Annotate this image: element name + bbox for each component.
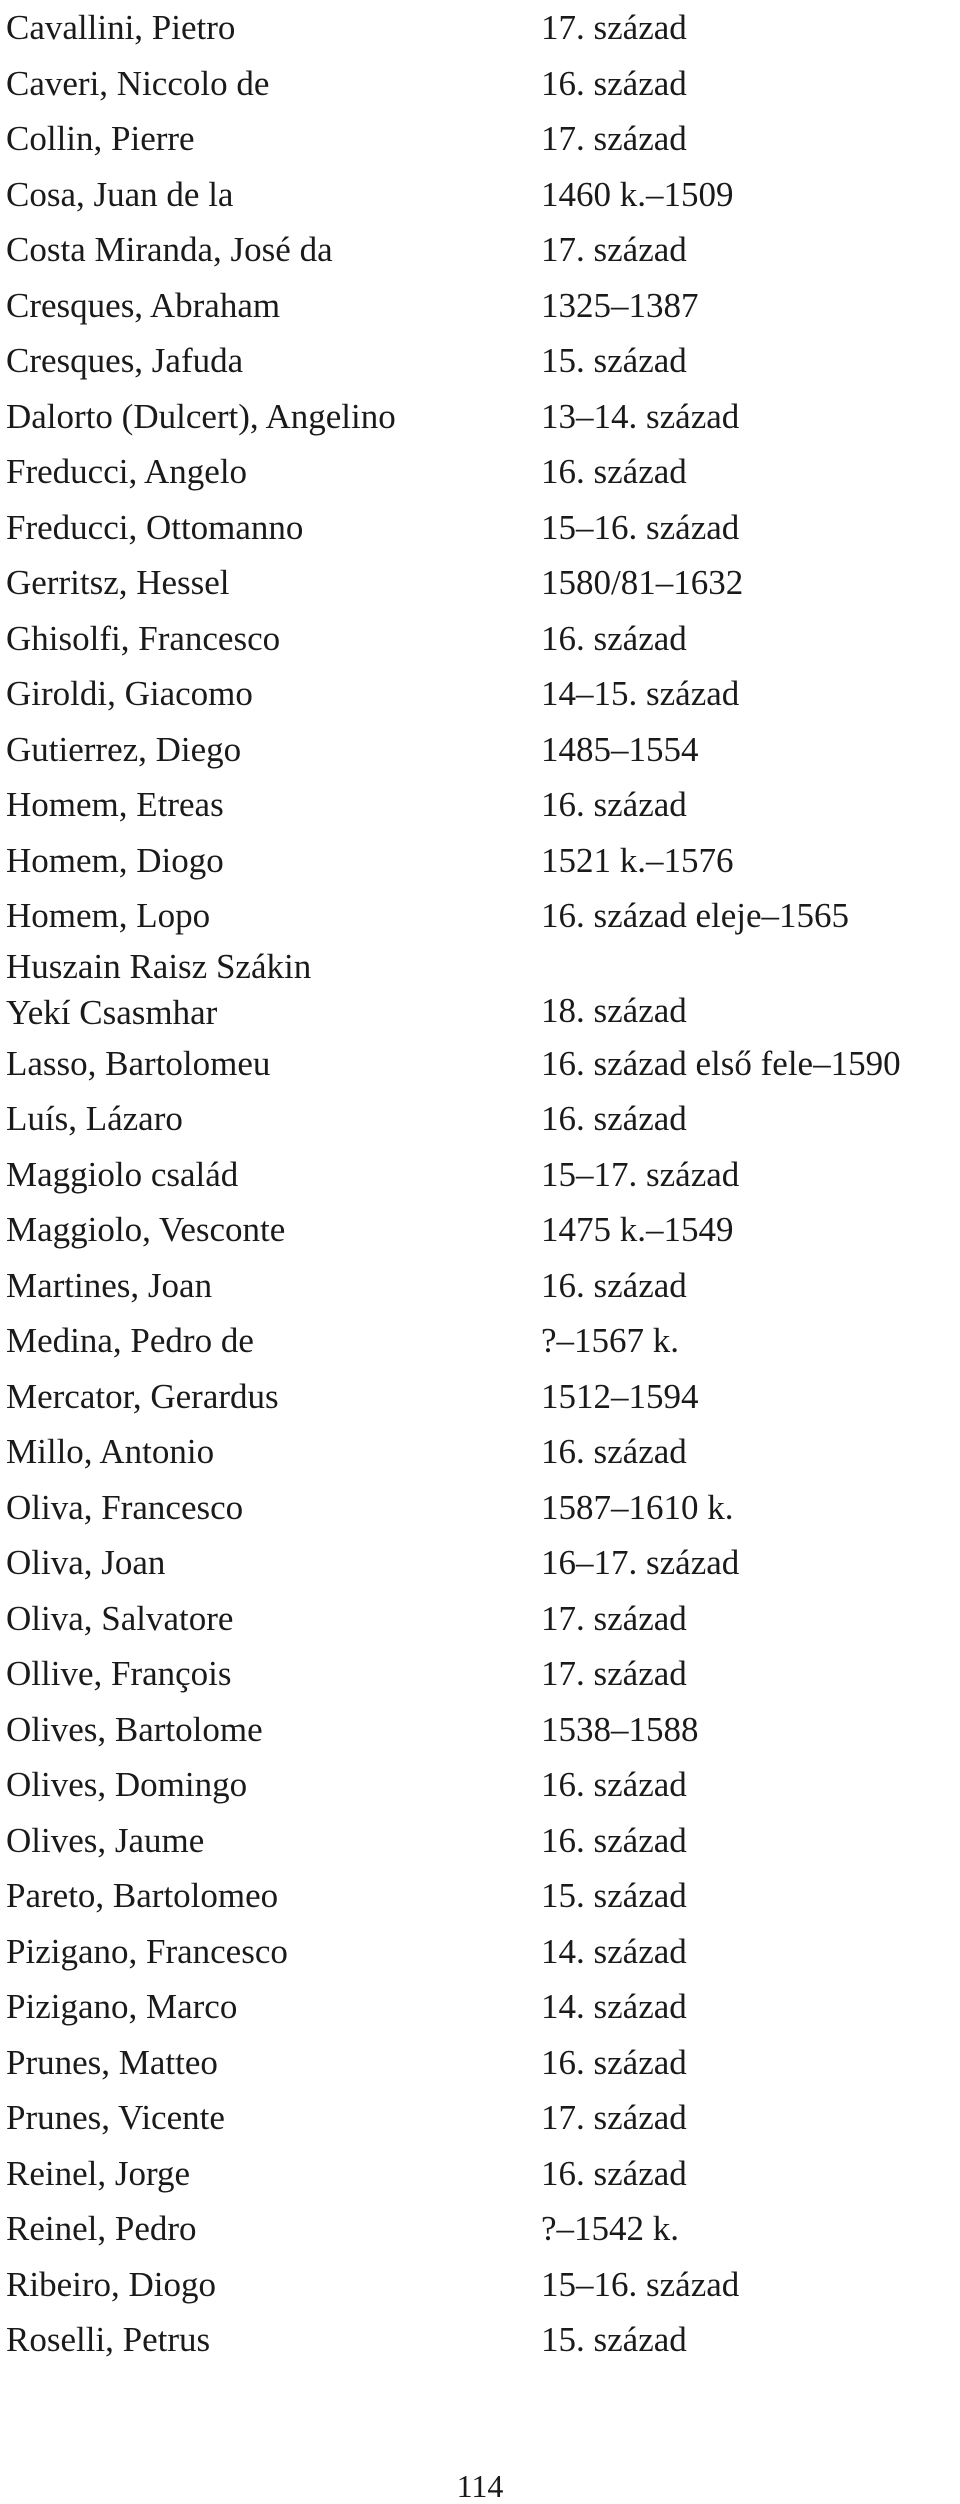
list-item	[6, 2312, 956, 2368]
entry-name: Luís, Lázaro	[6, 1099, 183, 1138]
list-item	[6, 611, 956, 667]
list-item	[6, 944, 956, 1036]
entry-date: 16. század	[541, 618, 687, 658]
entry-date: 16. század	[541, 1265, 687, 1305]
entry-date: 17. század	[541, 8, 687, 47]
list-item	[6, 1924, 956, 1980]
entry-name: Huszain Raisz Szákin Yekí Csasmhar	[6, 946, 312, 1032]
list-item	[6, 1757, 956, 1813]
entry-date: 15. század	[541, 341, 687, 380]
list-item	[6, 1091, 956, 1147]
list-item	[6, 2257, 956, 2313]
entry-date: 14. század	[541, 1987, 687, 2026]
entry-name: Caveri, Niccolo de	[6, 63, 270, 103]
entry-name: Homem, Etreas	[6, 785, 224, 824]
list-item	[6, 1480, 956, 1536]
entry-date: 17. század	[541, 2098, 687, 2137]
entry-date: 16. század	[541, 2042, 687, 2082]
list-item	[6, 444, 956, 500]
list-item	[6, 1868, 956, 1924]
entry-date: 14–15. század	[541, 674, 740, 713]
entry-name: Maggiolo, Vesconte	[6, 1210, 286, 1249]
entry-name: Millo, Antonio	[6, 1432, 215, 1471]
entry-date: ?–1542 k.	[541, 2209, 680, 2248]
entry-name: Martines, Joan	[6, 1265, 213, 1305]
entry-name: Homem, Lopo	[6, 896, 211, 935]
list-item	[6, 1702, 956, 1758]
entry-date: 16. század	[541, 785, 687, 824]
list-item	[6, 1535, 956, 1591]
entry-name: Ollive, François	[6, 1654, 232, 1693]
list-item	[6, 1591, 956, 1647]
entry-name: Collin, Pierre	[6, 119, 195, 158]
list-item	[6, 1258, 956, 1314]
entry-date: 1538–1588	[541, 1709, 699, 1749]
entry-date: 17. század	[541, 230, 687, 269]
entry-date: 17. század	[541, 1654, 687, 1693]
entry-name: Olives, Domingo	[6, 1765, 248, 1804]
entry-name: Pizigano, Marco	[6, 1987, 238, 2026]
list-item	[6, 777, 956, 833]
entry-name: Oliva, Salvatore	[6, 1598, 234, 1638]
list-item	[6, 389, 956, 445]
list-item	[6, 2146, 956, 2202]
list-item	[6, 1979, 956, 2035]
entry-name: Oliva, Francesco	[6, 1487, 244, 1527]
entry-date: 1485–1554	[541, 729, 699, 769]
entry-name: Cosa, Juan de la	[6, 174, 234, 214]
list-item	[6, 0, 956, 56]
entry-date: 1512–1594	[541, 1376, 699, 1416]
entry-date: 16–17. század	[541, 1543, 740, 1582]
list-item	[6, 222, 956, 278]
list-item	[6, 111, 956, 167]
entry-name: Reinel, Jorge	[6, 2153, 191, 2193]
entry-date: 14. század	[541, 1931, 687, 1971]
list-item	[6, 333, 956, 389]
entry-date: 13–14. század	[541, 396, 740, 436]
entry-date: 1580/81–1632	[541, 563, 744, 602]
entry-name: Oliva, Joan	[6, 1543, 166, 1582]
entry-name: Freducci, Angelo	[6, 452, 248, 491]
entry-date: 1521 k.–1576	[541, 840, 734, 880]
entry-name: Olives, Bartolome	[6, 1709, 263, 1749]
entry-date: 15. század	[541, 2320, 687, 2359]
entry-date: 1325–1387	[541, 285, 699, 325]
list-item	[6, 1147, 956, 1203]
entry-name: Reinel, Pedro	[6, 2209, 197, 2248]
entry-name: Dalorto (Dulcert), Angelino	[6, 396, 396, 436]
entry-name: Lasso, Bartolomeu	[6, 1043, 271, 1083]
entry-date: 18. század	[541, 990, 687, 1030]
entry-date: 16. század	[541, 1820, 687, 1860]
entry-name: Prunes, Matteo	[6, 2042, 218, 2082]
list-item	[6, 1424, 956, 1480]
list-item	[6, 555, 956, 611]
entry-date: 1460 k.–1509	[541, 174, 734, 214]
list-item	[6, 666, 956, 722]
entry-name: Gerritsz, Hessel	[6, 563, 230, 602]
entry-name: Cresques, Abraham	[6, 285, 281, 325]
entry-name: Costa Miranda, José da	[6, 230, 333, 269]
entry-date: 16. század	[541, 1765, 687, 1804]
list-item	[6, 1202, 956, 1258]
entry-date: 1587–1610 k.	[541, 1487, 734, 1527]
entry-date: 1475 k.–1549	[541, 1210, 734, 1249]
entry-date: 16. század eleje–1565	[541, 896, 850, 935]
entry-name: Maggiolo család	[6, 1154, 239, 1194]
entry-date: 15–16. század	[541, 2264, 740, 2304]
list-item	[6, 167, 956, 223]
list-item	[6, 2035, 956, 2091]
entry-date: 16. század	[541, 452, 687, 491]
entry-date: 16. század	[541, 1432, 687, 1471]
entry-date: 15. század	[541, 1876, 687, 1915]
list-item	[6, 1313, 956, 1369]
entry-name: Giroldi, Giacomo	[6, 674, 253, 713]
list-item	[6, 278, 956, 334]
list-item	[6, 1036, 956, 1092]
entry-date: 16. század első fele–1590	[541, 1043, 901, 1083]
entry-name: Pizigano, Francesco	[6, 1931, 288, 1971]
entry-name: Medina, Pedro de	[6, 1321, 254, 1360]
entry-name: Mercator, Gerardus	[6, 1376, 279, 1416]
list-item	[6, 500, 956, 556]
list-item	[6, 2090, 956, 2146]
entry-name: Cavallini, Pietro	[6, 8, 236, 47]
list-item	[6, 888, 956, 944]
list-item	[6, 1646, 956, 1702]
list-item	[6, 1813, 956, 1869]
entry-name: Prunes, Vicente	[6, 2098, 225, 2137]
entry-date: 17. század	[541, 1598, 687, 1638]
entry-name: Olives, Jaume	[6, 1820, 205, 1860]
entry-name: Ribeiro, Diogo	[6, 2264, 216, 2304]
list-item	[6, 722, 956, 778]
entry-name: Homem, Diogo	[6, 840, 224, 880]
cartographer-list	[6, 0, 956, 2368]
list-item	[6, 2201, 956, 2257]
list-item	[6, 833, 956, 889]
entry-name: Gutierrez, Diego	[6, 729, 242, 769]
entry-date: ?–1567 k.	[541, 1321, 680, 1360]
entry-date: 17. század	[541, 119, 687, 158]
entry-date: 16. század	[541, 2153, 687, 2193]
entry-name: Freducci, Ottomanno	[6, 507, 304, 547]
list-item	[6, 1369, 956, 1425]
entry-name: Ghisolfi, Francesco	[6, 618, 281, 658]
list-item	[6, 56, 956, 112]
entry-name: Cresques, Jafuda	[6, 341, 244, 380]
entry-name: Roselli, Petrus	[6, 2320, 211, 2359]
entry-date: 15–17. század	[541, 1154, 740, 1194]
entry-date: 15–16. század	[541, 507, 740, 547]
page-number: 114	[456, 2468, 504, 2504]
entry-date: 16. század	[541, 1099, 687, 1138]
entry-name: Pareto, Bartolomeo	[6, 1876, 279, 1915]
entry-date: 16. század	[541, 63, 687, 103]
